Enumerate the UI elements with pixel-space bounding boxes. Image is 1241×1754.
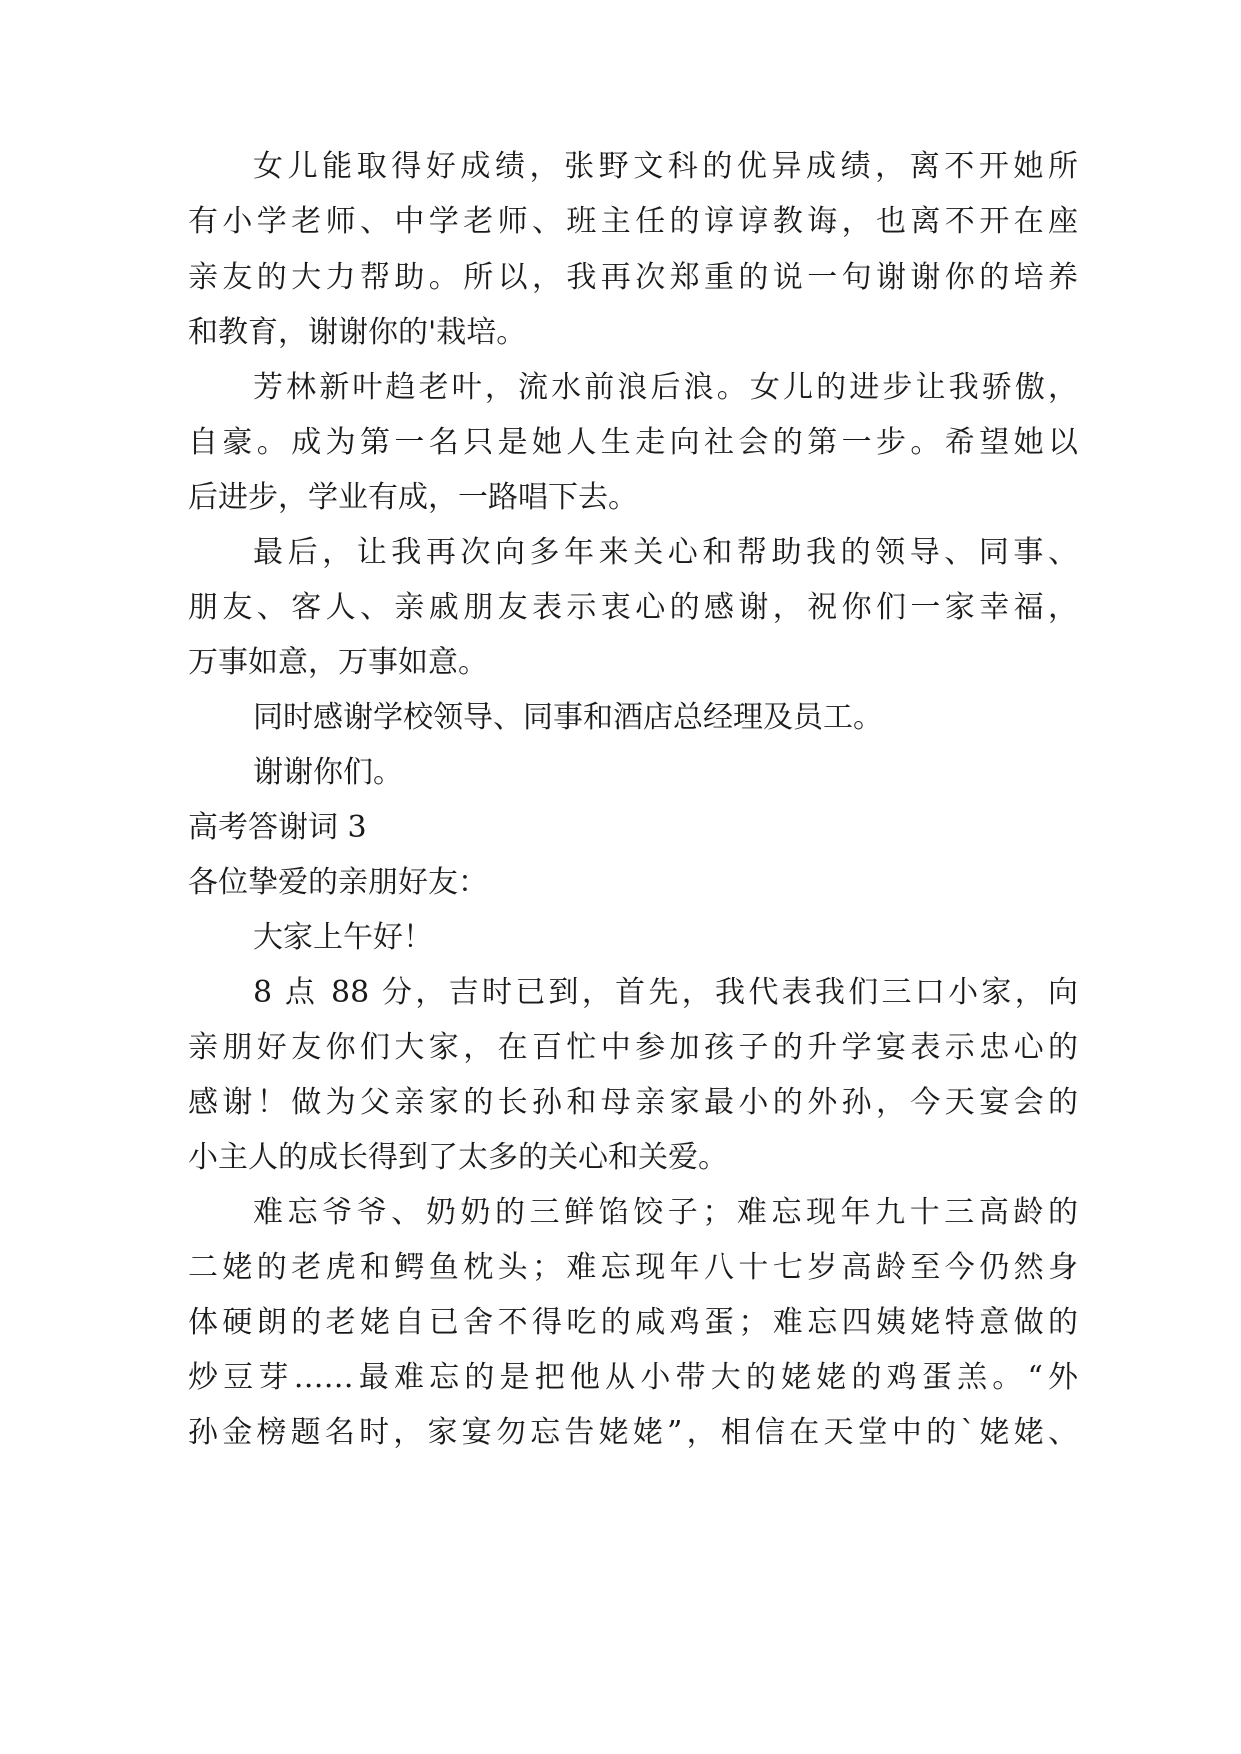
greeting: 大家上午好！ — [253, 920, 433, 955]
text-line: 8 点 88 分，吉时已到，首先，我代表我们三口小家，向 — [253, 975, 1078, 1010]
text-line: 体硬朗的老姥自已舍不得吃的咸鸡蛋；难忘四姨姥特意做的 — [188, 1305, 1078, 1340]
text-line: 万事如意，万事如意。 — [188, 645, 488, 680]
text-line: 芳林新叶趋老叶，流水前浪后浪。女儿的进步让我骄傲， — [253, 370, 1078, 405]
section-heading: 高考答谢词 3 — [188, 810, 367, 845]
text-line: 和教育，谢谢你的'栽培。 — [188, 315, 527, 350]
text-line: 有小学老师、中学老师、班主任的谆谆教诲，也离不开在座 — [188, 204, 1078, 239]
text-line: 最后，让我再次向多年来关心和帮助我的领导、同事、 — [253, 535, 1078, 570]
salutation: 各位挚爱的亲朋好友： — [188, 865, 488, 900]
text-line: 亲友的大力帮助。所以，我再次郑重的说一句谢谢你的培养 — [188, 260, 1078, 295]
text-line: 二姥的老虎和鳄鱼枕头；难忘现年八十七岁高龄至今仍然身 — [188, 1250, 1078, 1285]
text-line: 自豪。成为第一名只是她人生走向社会的第一步。希望她以 — [188, 425, 1078, 460]
text-line: 感谢！做为父亲家的长孙和母亲家最小的外孙，今天宴会的 — [188, 1085, 1078, 1120]
text-line: 难忘爷爷、奶奶的三鲜馅饺子；难忘现年九十三高龄的 — [253, 1195, 1078, 1230]
text-line: 小主人的成长得到了太多的关心和关爱。 — [188, 1140, 728, 1175]
text-line: 朋友、客人、亲戚朋友表示衷心的感谢，祝你们一家幸福， — [188, 590, 1078, 625]
text-line: 女儿能取得好成绩，张野文科的优异成绩，离不开她所 — [253, 149, 1078, 184]
text-line: 孙金榜题名时，家宴勿忘告姥姥”，相信在天堂中的`姥姥、 — [188, 1415, 1078, 1450]
text-line: 后进步，学业有成，一路唱下去。 — [188, 480, 638, 515]
text-line: 炒豆芽……最难忘的是把他从小带大的姥姥的鸡蛋羔。“外 — [188, 1360, 1078, 1395]
text-line: 亲朋好友你们大家，在百忙中参加孩子的升学宴表示忠心的 — [188, 1030, 1078, 1065]
text-line: 同时感谢学校领导、同事和酒店总经理及员工。 — [253, 700, 883, 735]
text-line: 谢谢你们。 — [253, 755, 403, 790]
